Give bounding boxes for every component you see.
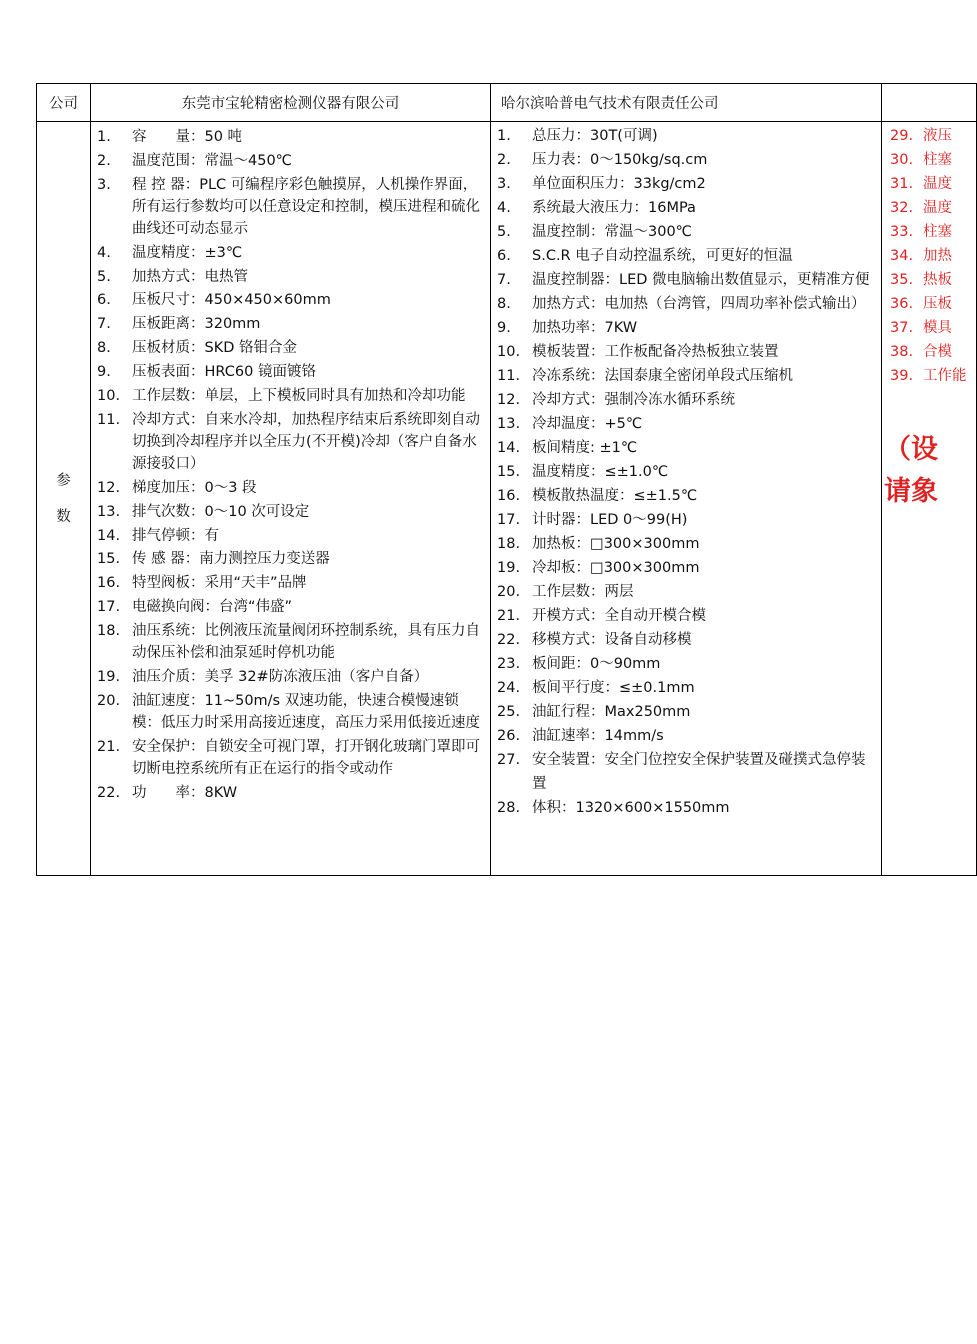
item-text: 压板: [923, 296, 952, 312]
item-number: 8.: [497, 296, 511, 312]
item-text: 总压力：30T(可调): [532, 128, 658, 144]
item-number: 20.: [497, 584, 521, 600]
item-text: 加热方式：电加热（台湾管，四周功率补偿式输出）: [532, 296, 866, 312]
company1-params-cell: [91, 122, 491, 876]
item-text: 油压介质：美孚 32#防冻液压油（客户自备）: [132, 669, 429, 686]
company3-note-line-2: 请象: [884, 475, 938, 507]
item-text: 容 量：50 吨: [132, 129, 243, 145]
item-text: 油缸速率：14mm/s: [532, 728, 664, 744]
item-number: 3.: [497, 176, 511, 192]
item-text: 油缸速度：11~50m/s 双速功能，快速合模慢速锁模：低压力时采用高接近速度，高压力采用低接近速度: [132, 692, 480, 731]
item-text: 工作层数：两层: [532, 584, 634, 600]
item-number: 8.: [97, 340, 111, 357]
list-item: [497, 725, 877, 749]
item-number: 14.: [97, 527, 121, 544]
list-item: [97, 242, 486, 264]
item-number: 31.: [890, 176, 914, 192]
list-item: [97, 690, 486, 734]
item-text: 程 控 器：PLC 可编程序彩色触摸屏，人机操作界面，所有运行参数均可以任意设定和控制，模压进程和硫化曲线还可动态显示: [132, 176, 480, 237]
list-item: [97, 782, 486, 804]
item-number: 4.: [497, 200, 511, 216]
item-text: 安全保护：自锁安全可视门罩，打开钢化玻璃门罩即可切断电控系统所有正在运行的指令或动作: [132, 738, 480, 777]
item-number: 24.: [497, 680, 521, 696]
item-number: 19.: [97, 669, 121, 686]
list-item: [97, 548, 486, 570]
item-number: 23.: [497, 656, 521, 672]
item-text: 合模: [923, 344, 952, 360]
item-number: 6.: [497, 248, 511, 264]
item-text: 冷却方式：自来水冷却，加热程序结束后系统即刻自动切换到冷却程序并以全压力(不开模)冷却（客户自备水源接驳口）: [132, 411, 480, 472]
item-number: 11.: [97, 411, 121, 428]
list-item: [890, 341, 972, 365]
company1-name: 东莞市宝轮精密检测仪器有限公司: [181, 96, 400, 112]
list-item: [497, 797, 877, 821]
item-text: 板间平行度：≤±0.1mm: [532, 680, 695, 696]
list-item: [497, 581, 877, 605]
item-number: 29.: [890, 128, 914, 144]
item-text: 加热功率：7KW: [532, 320, 638, 336]
item-number: 27.: [497, 752, 521, 768]
item-number: 1.: [97, 129, 111, 145]
list-item: [97, 596, 486, 618]
item-text: 温度: [923, 176, 952, 192]
list-item: [890, 149, 972, 173]
item-number: 12.: [97, 479, 121, 496]
company-label: 公司: [49, 96, 78, 112]
item-number: 13.: [497, 416, 521, 432]
list-item: [497, 605, 877, 629]
list-item: [497, 365, 877, 389]
company3-params-cell: [882, 122, 977, 876]
item-number: 1.: [497, 128, 511, 144]
item-number: 3.: [97, 176, 111, 193]
list-item: [890, 197, 972, 221]
item-text: 模板散热温度：≤±1.5℃: [532, 488, 698, 504]
list-item: [497, 221, 877, 245]
item-number: 9.: [497, 320, 511, 336]
item-number: 9.: [97, 364, 111, 381]
item-number: 2.: [97, 152, 111, 169]
item-number: 5.: [497, 224, 511, 240]
item-text: 功 率：8KW: [132, 784, 238, 801]
item-number: 11.: [497, 368, 521, 384]
item-number: 10.: [97, 388, 121, 405]
item-number: 13.: [97, 503, 121, 520]
list-item: [497, 341, 877, 365]
item-text: 压板尺寸：450×450×60mm: [132, 292, 331, 309]
company3-note-line-1: （设: [884, 433, 938, 465]
list-item: [890, 245, 972, 269]
company3-params-list: [882, 122, 976, 389]
item-number: 21.: [497, 608, 521, 624]
item-text: 加热方式：电热管: [132, 268, 248, 285]
item-text: 温度精度：±3℃: [132, 244, 243, 261]
item-number: 25.: [497, 704, 521, 720]
company2-params-cell: [491, 122, 882, 876]
item-number: 19.: [497, 560, 521, 576]
item-number: 22.: [97, 784, 121, 801]
item-number: 7.: [497, 272, 511, 288]
item-number: 38.: [890, 344, 914, 360]
item-text: 冷却方式：强制冷冻水循环系统: [532, 392, 735, 408]
list-item: [890, 293, 972, 317]
item-text: 加热板：□300×300mm: [532, 536, 700, 552]
list-item: [497, 149, 877, 173]
list-item: [97, 666, 486, 688]
item-text: 单位面积压力：33kg/cm2: [532, 176, 706, 192]
list-item: [97, 337, 486, 359]
item-number: 2.: [497, 152, 511, 168]
item-number: 4.: [97, 244, 111, 261]
list-item: [497, 749, 877, 796]
item-text: S.C.R 电子自动控温系统，可更好的恒温: [532, 248, 793, 264]
list-item: [97, 525, 486, 547]
item-text: 电磁换向阀：台湾“伟盛”: [132, 599, 293, 616]
list-item: [890, 365, 972, 389]
list-item: [497, 509, 877, 533]
item-number: 18.: [497, 536, 521, 552]
item-text: 模具: [923, 320, 952, 336]
item-text: 冷却板：□300×300mm: [532, 560, 700, 576]
item-text: 油缸行程：Max250mm: [532, 704, 691, 720]
item-number: 5.: [97, 268, 111, 285]
item-text: 板间精度: ±1℃: [532, 440, 638, 456]
list-item: [97, 266, 486, 288]
item-number: 17.: [97, 599, 121, 616]
item-text: 热板: [923, 272, 952, 288]
item-text: 压板距离：320mm: [132, 316, 261, 333]
item-number: 16.: [97, 575, 121, 592]
list-item: [97, 126, 486, 148]
list-item: [497, 413, 877, 437]
item-number: 16.: [497, 488, 521, 504]
item-number: 20.: [97, 692, 121, 709]
item-text: 梯度加压：0～3 段: [132, 479, 257, 496]
item-text: 冷却温度：+5℃: [532, 416, 643, 432]
company3-name-cell: [882, 84, 977, 122]
company2-name: 哈尔滨哈普电气技术有限责任公司: [501, 96, 719, 112]
params-label-char-1: 参: [56, 472, 71, 489]
item-number: 21.: [97, 738, 121, 755]
company2-params-list: [491, 122, 881, 820]
item-text: 温度控制：常温～300℃: [532, 224, 692, 240]
item-text: 移模方式：设备自动移模: [532, 632, 692, 648]
list-item: [497, 461, 877, 485]
item-text: 柱塞: [923, 152, 952, 168]
list-item: [97, 289, 486, 311]
item-number: 36.: [890, 296, 914, 312]
list-item: [497, 437, 877, 461]
item-number: 30.: [890, 152, 914, 168]
list-item: [497, 293, 877, 317]
list-item: [97, 150, 486, 172]
item-number: 6.: [97, 292, 111, 309]
item-number: 17.: [497, 512, 521, 528]
item-text: 系统最大液压力：16MPa: [532, 200, 696, 216]
item-number: 15.: [97, 551, 121, 568]
list-item: [97, 409, 486, 475]
item-text: 工作层数：单层，上下模板同时具有加热和冷却功能: [132, 388, 466, 405]
item-number: 39.: [890, 368, 914, 384]
item-number: 34.: [890, 248, 914, 264]
list-item: [497, 533, 877, 557]
item-text: 加热: [923, 248, 952, 264]
item-number: 7.: [97, 316, 111, 333]
item-text: 柱塞: [923, 224, 952, 240]
item-text: 排气停顿：有: [132, 527, 219, 544]
params-row: [37, 122, 977, 876]
list-item: [97, 174, 486, 240]
list-item: [97, 736, 486, 780]
item-number: 28.: [497, 799, 521, 816]
list-item: [97, 501, 486, 523]
item-text: 油压系统：比例液压流量阀闭环控制系统，具有压力自动保压补偿和油泵延时停机功能: [132, 623, 480, 662]
list-item: [97, 572, 486, 594]
list-item: [890, 269, 972, 293]
list-item: [497, 197, 877, 221]
item-text: 开模方式：全自动开模合模: [532, 608, 706, 624]
company3-note: [882, 429, 976, 513]
list-item: [497, 317, 877, 341]
list-item: [497, 389, 877, 413]
item-text: 板间距：0～90mm: [532, 656, 661, 672]
item-number: 12.: [497, 392, 521, 408]
company2-name-cell: [491, 84, 882, 122]
item-number: 26.: [497, 728, 521, 744]
item-text: 压力表：0～150kg/sq.cm: [532, 152, 708, 168]
comparison-sheet: [36, 83, 967, 875]
item-text: 液压: [923, 128, 952, 144]
item-number: 18.: [97, 623, 121, 640]
item-number: 10.: [497, 344, 521, 360]
company-label-cell: [37, 84, 91, 122]
company1-name-cell: [91, 84, 491, 122]
item-number: 33.: [890, 224, 914, 240]
params-label-char-2: 数: [56, 508, 71, 525]
list-item: [497, 701, 877, 725]
item-text: 温度范围：常温～450℃: [132, 152, 292, 169]
item-text: 排气次数：0～10 次可设定: [132, 503, 310, 520]
header-row: [37, 84, 977, 122]
list-item: [97, 313, 486, 335]
list-item: [890, 173, 972, 197]
item-text: 压板表面：HRC60 镜面镀铬: [132, 364, 316, 381]
item-text: 特型阀板：采用“天丰”品牌: [132, 575, 307, 592]
item-number: 22.: [497, 632, 521, 648]
params-label-cell: [37, 122, 91, 876]
list-item: [497, 677, 877, 701]
list-item: [497, 629, 877, 653]
list-item: [497, 245, 877, 269]
item-text: 温度控制器：LED 微电脑输出数值显示，更精准方便: [532, 272, 870, 288]
item-text: 温度精度：≤±1.0℃: [532, 464, 669, 480]
item-text: 温度: [923, 200, 952, 216]
list-item: [497, 269, 877, 293]
list-item: [497, 485, 877, 509]
list-item: [97, 477, 486, 499]
spec-table: [36, 83, 977, 876]
list-item: [497, 125, 877, 149]
item-text: 冷冻系统：法国泰康全密闭单段式压缩机: [532, 368, 793, 384]
list-item: [497, 557, 877, 581]
item-text: 体积：1320×600×1550mm: [532, 799, 730, 816]
item-number: 14.: [497, 440, 521, 456]
list-item: [497, 173, 877, 197]
item-number: 15.: [497, 464, 521, 480]
list-item: [890, 317, 972, 341]
list-item: [97, 385, 486, 407]
item-text: 工作能: [923, 368, 967, 384]
list-item: [890, 125, 972, 149]
item-text: 安全装置：安全门位控安全保护装置及碰撲式急停装置: [532, 752, 866, 792]
list-item: [97, 620, 486, 664]
list-item: [890, 221, 972, 245]
company1-params-list: [91, 122, 490, 804]
item-text: 压板材质：SKD 铬钼合金: [132, 340, 297, 357]
list-item: [497, 653, 877, 677]
item-number: 32.: [890, 200, 914, 216]
item-text: 计时器：LED 0～99(H): [532, 512, 688, 528]
item-text: 传 感 器：南力测控压力变送器: [132, 551, 330, 568]
item-number: 37.: [890, 320, 914, 336]
item-number: 35.: [890, 272, 914, 288]
item-text: 模板装置：工作板配备冷热板独立装置: [532, 344, 779, 360]
list-item: [97, 361, 486, 383]
